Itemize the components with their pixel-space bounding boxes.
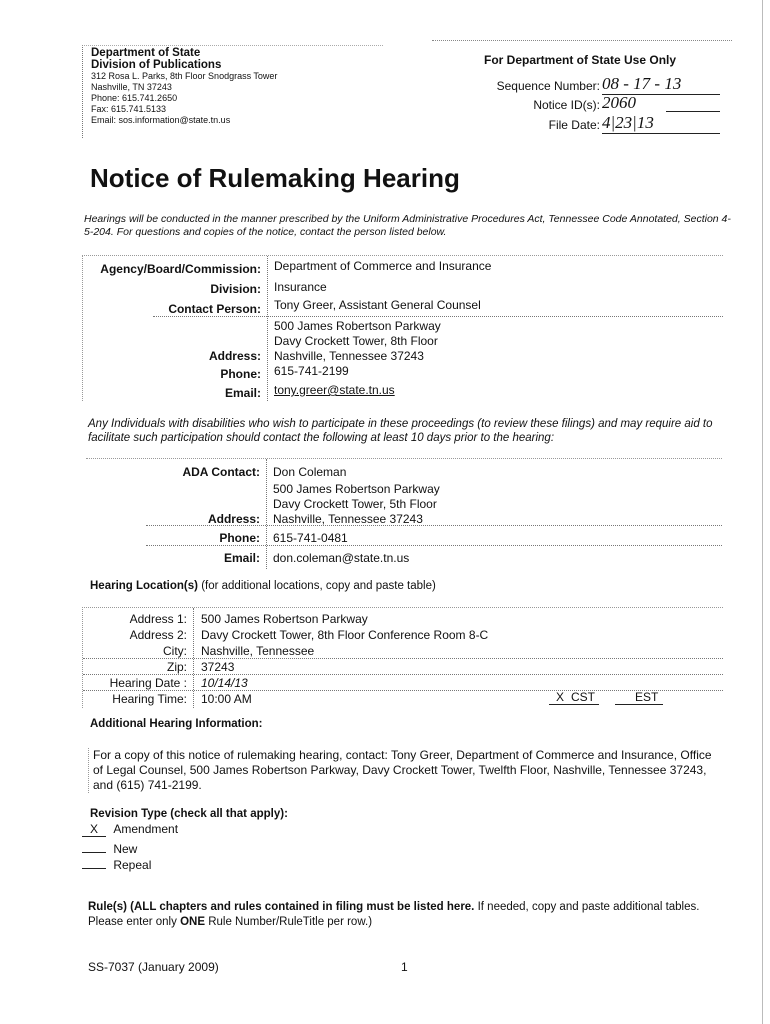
agency-address-label: Address: <box>208 349 261 363</box>
file-date-value: 4|23|13 <box>602 113 720 134</box>
revision-option-repeal[interactable] <box>82 854 178 870</box>
new-mark <box>82 838 106 853</box>
ada-phone-label: Phone: <box>219 531 260 545</box>
city-row-line <box>83 658 723 659</box>
state-use-title: For Department of State Use Only <box>484 53 677 67</box>
date-value: 10/14/13 <box>201 676 248 690</box>
ada-table <box>86 458 722 569</box>
est-blank <box>615 690 635 705</box>
rules-heading-tail: Rule Number/RuleTitle per row.) <box>208 916 373 928</box>
header-block <box>82 45 383 138</box>
time-value: 10:00 AM <box>201 692 252 706</box>
right-edge-line <box>762 0 763 1024</box>
ada-address-line1: 500 James Robertson Parkway <box>273 482 440 496</box>
fax-line: Fax: 615.741.5133 <box>91 104 167 114</box>
ada-email-value: don.coleman@state.tn.us <box>273 551 410 565</box>
intro-text: Hearings will be conducted in the manner prescribed by the Uniform Administrative Procedures Act, Tennessee Code Annotated, Section 4-5-204. For questions and copies of the notice, contact the person listed below. <box>84 213 731 238</box>
ada-email-label: Email: <box>223 551 260 565</box>
city-label: City: <box>163 644 187 658</box>
agency-email-label: Email: <box>224 386 261 400</box>
ada-contact-label: ADA Contact: <box>182 465 260 479</box>
state-use-box <box>432 40 732 139</box>
agency-email-value[interactable]: tony.greer@state.tn.us <box>274 383 395 397</box>
agency-divider <box>267 256 268 401</box>
additional-heading: Additional Hearing Information: <box>90 718 263 730</box>
agency-address-line2: Davy Crockett Tower, 8th Floor <box>274 334 438 348</box>
address2-value: Davy Crockett Tower, 8th Floor Conference Room 8-C <box>201 628 489 642</box>
disability-note: Any Individuals with disabilities who wish to participate in these proceedings (to review these filings) and may require aid to facilitate such participation should contact the following at least 10 days prior to the hearing: <box>88 418 713 444</box>
hearing-heading <box>90 580 436 592</box>
ada-address-line3: Nashville, Tennessee 37243 <box>273 512 423 526</box>
ada-phone-row-line <box>146 545 722 546</box>
agency-label: Agency/Board/Commission: <box>100 262 261 276</box>
contact-label: Contact Person: <box>168 302 261 316</box>
agency-table <box>82 255 723 401</box>
dept-name: Department of State <box>91 47 201 59</box>
email-line: Email: sos.information@state.tn.us <box>91 115 231 125</box>
zip-value: 37243 <box>201 660 235 674</box>
sequence-value: 08 - 17 - 13 <box>602 74 720 95</box>
agency-phone-value: 615-741-2199 <box>274 364 349 378</box>
ada-divider <box>266 459 267 569</box>
rules-heading-rest: If needed, copy and paste additional tables. Please enter only <box>88 901 700 928</box>
rules-heading-bold: Rule(s) (ALL chapters and rules contained in filing must be listed here. <box>88 901 475 913</box>
est-option[interactable] <box>615 690 663 705</box>
address1-value: 500 James Robertson Parkway <box>201 612 368 626</box>
form-id: SS-7037 (January 2009) <box>88 960 219 974</box>
rules-heading-one: ONE <box>180 916 205 928</box>
page-title: Notice of Rulemaking Hearing <box>90 163 460 193</box>
division-value: Insurance <box>274 280 327 294</box>
agency-address-line1: 500 James Robertson Parkway <box>274 319 441 333</box>
address-line: 312 Rosa L. Parks, 8th Floor Snodgrass Tower <box>91 71 278 81</box>
notice-label: Notice ID(s): <box>533 98 600 112</box>
file-date-label: File Date: <box>548 118 600 132</box>
phone-line: Phone: 615.741.2650 <box>91 93 178 103</box>
hearing-table <box>82 607 723 708</box>
revision-option-new[interactable] <box>82 838 178 854</box>
notice-value: 2060 <box>602 93 636 112</box>
agency-value: Department of Commerce and Insurance <box>274 259 492 273</box>
date-label: Hearing Date : <box>109 676 187 690</box>
zip-label: Zip: <box>166 660 187 674</box>
division-name: Division of Publications <box>91 59 222 71</box>
agency-address-line3: Nashville, Tennessee 37243 <box>274 349 424 363</box>
amendment-label: Amendment <box>113 822 179 836</box>
cst-mark: X <box>549 690 571 705</box>
contact-value: Tony Greer, Assistant General Counsel <box>274 298 481 312</box>
address2-label: Address 2: <box>129 628 187 642</box>
hearing-heading-bold: Hearing Location(s) <box>90 580 198 592</box>
zip-row-line <box>83 674 723 675</box>
repeal-mark <box>82 854 106 869</box>
division-label: Division: <box>210 282 261 296</box>
revision-heading: Revision Type (check all that apply): <box>90 808 288 820</box>
cst-option[interactable] <box>549 690 599 705</box>
cst-label: CST <box>571 690 599 705</box>
ada-phone-value: 615-741-0481 <box>273 531 348 545</box>
ada-contact-value: Don Coleman <box>273 465 347 479</box>
contact-row-line <box>153 316 723 317</box>
sequence-label: Sequence Number: <box>496 79 600 93</box>
repeal-label: Repeal <box>113 858 152 872</box>
revision-options <box>82 822 178 870</box>
additional-text: For a copy of this notice of rulemaking hearing, contact: Tony Greer, Department of Commerce and Insurance, Office of Legal Counsel, 500 James Robertson Parkway, Davy Crockett Tower, Twelfth Floor, Nashville, Tennessee 37243, and (615) 741-2199. <box>88 748 723 793</box>
city-value: Nashville, Tennessee <box>201 644 315 658</box>
address1-label: Address 1: <box>129 612 187 626</box>
notice-blank <box>666 111 720 112</box>
rules-heading <box>88 900 708 930</box>
page-number: 1 <box>401 960 408 974</box>
amendment-mark: X <box>82 822 106 837</box>
hearing-heading-note: (for additional locations, copy and paste table) <box>201 580 436 592</box>
city-line: Nashville, TN 37243 <box>91 82 172 92</box>
est-label: EST <box>635 690 663 705</box>
agency-phone-label: Phone: <box>220 367 261 381</box>
revision-option-amendment[interactable] <box>82 822 178 838</box>
new-label: New <box>113 842 138 856</box>
ada-address-line2: Davy Crockett Tower, 5th Floor <box>273 497 437 511</box>
ada-address-label: Address: <box>207 512 260 526</box>
ada-address-row-line <box>146 525 722 526</box>
time-label: Hearing Time: <box>112 692 187 706</box>
